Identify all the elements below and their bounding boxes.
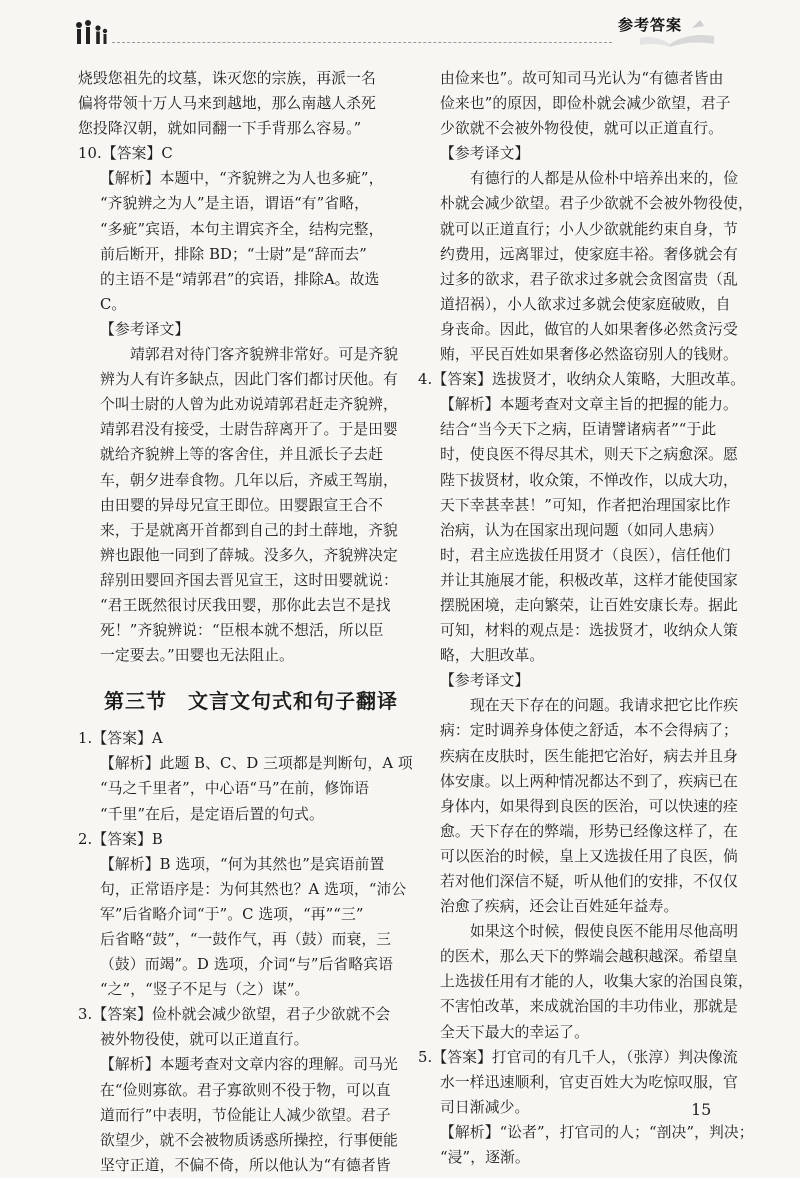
text-line: 个叫士尉的人曾为此劝说靖郭君赶走齐貌辨， (100, 396, 398, 414)
text-line: 前后断开，排除 BD；“士尉”是“辞而去” (100, 245, 367, 263)
text-line: 可知，材料的观点是：选拔贤才，收纳众人策 (440, 622, 738, 640)
text-line: “千里”在后，是定语后置的句式。 (100, 805, 324, 823)
text-line: 略，大胆改革。 (440, 647, 545, 665)
text-line: 约费用，远离罪过，使家庭丰裕。奢侈就会有 (440, 245, 738, 263)
right-column (418, 66, 754, 1170)
text-line: 您投降汉朝，就如同翻一下手背那么容易。” (78, 120, 362, 138)
text-line: 不害怕改革，来成就治国的丰功伟业，那就是 (440, 998, 738, 1016)
translation-heading: 【参考译文】 (440, 145, 530, 163)
section-title: 第三节 文言文句式和句子翻译 (104, 689, 398, 714)
left-column (78, 66, 413, 1178)
text-line: 由田婴的异母兄宣王即位。田婴跟宣王合不 (100, 496, 384, 514)
text-line: 时，使良医不得尽其术，则天下之病愈深。愿 (440, 446, 738, 464)
text-line: 少欲就不会被外物役使，就可以正道直行。 (440, 120, 724, 138)
analysis-line: 【解析】本题考查对文章内容的理解。司马光 (100, 1056, 398, 1074)
page-header (0, 0, 800, 60)
text-line: 道而行”中表明，节俭能让人减少欲望。君子 (100, 1106, 391, 1124)
text-line: 被外物役使，就可以正道直行。 (100, 1031, 309, 1049)
text-line: 在“俭则寡欲。君子寡欲则不役于物，可以直 (100, 1081, 391, 1099)
text-line: 时，君主应选拔任用贤才（良医），信任他们 (440, 546, 731, 564)
header-divider (112, 42, 612, 43)
text-line: 就可以正道直行；小人少欲就能约束自身，节 (440, 220, 738, 238)
text-line: “齐貌辨之为人”是主语，谓语“有”省略， (100, 195, 370, 213)
text-line: 身丧命。因此，做官的人如果奢侈必然贪污受 (440, 320, 738, 338)
translation-heading: 【参考译文】 (100, 320, 190, 338)
text-line: 身体内，如果得到良医的医治，可以快速的痊 (440, 797, 738, 815)
page-number: 15 (691, 1100, 712, 1119)
text-line: 疾病在皮肤时，医生能把它治好，病去并且身 (440, 747, 738, 765)
text-line: 朴就会减少欲望。君子少欲就不会被外物役使， (440, 195, 753, 213)
figures-logo-icon (74, 20, 108, 46)
answer-line: 10.【答案】C (78, 145, 173, 163)
text-line: 水一样迅速顺利，官吏百姓大为吃惊叹服，官 (440, 1073, 738, 1091)
text-line: 俭来也”的原因，即俭朴就会减少欲望，君子 (440, 95, 731, 113)
translation-heading: 【参考译文】 (440, 672, 530, 690)
text-line: 偏将带领十万人马来到越地，那么南越人杀死 (78, 95, 376, 113)
answer-line: 4.【答案】选拔贤才，收纳众人策略，大胆改革。 (418, 371, 746, 389)
text-line: 辞别田婴回齐国去晋见宣王，这时田婴就说： (100, 571, 398, 589)
text-line: 车，朝夕进奉食物。几年以后，齐威王驾崩， (100, 471, 398, 489)
text-line: 过多的欲求，君子欲求过多就会贪图富贵（乱 (440, 270, 738, 288)
text-line: 道招祸），小人欲求过多就会使家庭破败，自 (440, 295, 731, 313)
text-line: 军”后省略介词“于”。C 选项，“再”“三” (100, 905, 364, 923)
text-line: 贿，平民百姓如果奢侈必然盗窃别人的钱财。 (440, 346, 738, 364)
text-line: 全天下最大的幸运了。 (440, 1023, 589, 1041)
text-line: 上选拔任用有才能的人，收集大家的治国良策， (440, 973, 753, 991)
text-line: 治病，认为在国家出现问题（如同人患病） (440, 521, 724, 539)
text-line: 就给齐貌辨上等的客舍住，并且派长子去赶 (100, 446, 384, 464)
text-line: 病：定时调养身体使之舒适，本不会得病了； (440, 722, 738, 740)
text-line: 死！”齐貌辨说：“臣根本就不想活，所以臣 (100, 622, 384, 640)
text-line: 现在天下存在的问题。我请求把它比作疾 (470, 697, 739, 715)
text-line: 句，正常语序是：为何其然也？A 选项，“沛公 (100, 880, 407, 898)
text-line: 后省略“鼓”，“一鼓作气，再（鼓）而衰，三 (100, 931, 392, 948)
header-title: 参考答案 (618, 16, 683, 34)
text-line: 由俭来也”。故可知司马光认为“有德者皆由 (440, 70, 724, 87)
text-line: 靖郭君没有接受，士尉告辞离开了。于是田婴 (100, 421, 398, 439)
text-line: 一定要去。”田婴也无法阻止。 (100, 647, 294, 665)
text-line: 来，于是就离开首都到自己的封土薛地，齐貌 (100, 521, 398, 539)
text-line: 的医术，那么天下的弊端会越积越深。希望皇 (440, 948, 738, 966)
text-line: 体安康。以上两种情况都达不到了，疾病已在 (440, 772, 738, 790)
answer-line: 3.【答案】俭朴就会减少欲望，君子少欲就不会 (78, 1006, 391, 1024)
text-line: 烧毁您祖先的坟墓，诛灭您的宗族，再派一名 (78, 70, 376, 87)
text-line: 并让其施展才能，积极改革，这样才能使国家 (440, 571, 738, 589)
text-line: “多疵”宾语，本句主谓宾齐全，结构完整， (100, 220, 384, 238)
answer-line: 1.【答案】A (78, 730, 163, 748)
analysis-line: 【解析】本题中，“齐貌辨之为人也多疵”， (100, 170, 384, 188)
text-line: “之”，“竖子不足与（之）谋”。 (100, 981, 310, 999)
text-line: 可以医治的时候，皇上又选拔任用了良医，倘 (440, 847, 738, 865)
text-line: 天下幸甚幸甚！”可知，作者把治理国家比作 (440, 496, 731, 514)
answer-line: 5.【答案】打官司的有几千人，（张淳）判决像流 (418, 1048, 738, 1066)
text-line: 陛下拔贤材，收众策，不惮改作，以成大功， (440, 471, 738, 489)
text-line: “马之千里者”，中心语“马”在前，修饰语 (100, 780, 370, 798)
text-line: “君王既然很讨厌我田婴，那你此去岂不是找 (100, 596, 391, 614)
text-line: 有德行的人都是从俭朴中培养出来的，俭 (470, 170, 739, 188)
text-line: 治愈了疾病，还会让百姓延年益寿。 (440, 898, 679, 916)
text-line: （鼓）而竭”。D 选项，介词“与”后省略宾语 (100, 956, 394, 974)
text-line: 司日渐减少。 (440, 1098, 530, 1116)
answer-line: 2.【答案】B (78, 830, 163, 848)
text-line: 如果这个时候，假使良医不能用尽他高明 (470, 923, 739, 941)
text-line: 靖郭君对待门客齐貌辨非常好。可是齐貌 (130, 346, 399, 364)
text-line: 若对他们深信不疑，听从他们的安排，不仅仅 (440, 873, 738, 890)
text-line: “浸”，逐渐。 (440, 1149, 530, 1167)
text-line: 愈。天下存在的弊端，形势已经像这样了，在 (440, 822, 738, 840)
text-line: 坚守正道，不偏不倚，所以他认为“有德者皆 (100, 1156, 391, 1174)
analysis-line: 【解析】本题考查对文章主旨的把握的能力。 (440, 396, 738, 414)
analysis-line: 【解析】“讼者”，打官司的人；“剖决”，判决； (440, 1123, 754, 1141)
text-line: 摆脱困境，走向繁荣，让百姓安康长寿。据此 (440, 596, 738, 614)
analysis-line: 【解析】此题 B、C、D 三项都是判断句，A 项 (100, 755, 413, 773)
text-line: C。 (100, 295, 127, 313)
analysis-line: 【解析】B 选项，“何为其然也”是宾语前置 (100, 855, 385, 873)
text-line: 的主语不是“靖郭君”的宾语，排除A。故选 (100, 270, 380, 288)
text-line: 辨也跟他一同到了薛城。没多久，齐貌辨决定 (100, 546, 398, 564)
text-line: 辨为人有许多缺点，因此门客们都讨厌他。有 (100, 371, 398, 389)
text-line: 结合“当今天下之病，臣请譬诸病者”“于此 (440, 421, 717, 439)
text-line: 欲望少，就不会被物质诱惑所操控，行事便能 (100, 1131, 398, 1149)
